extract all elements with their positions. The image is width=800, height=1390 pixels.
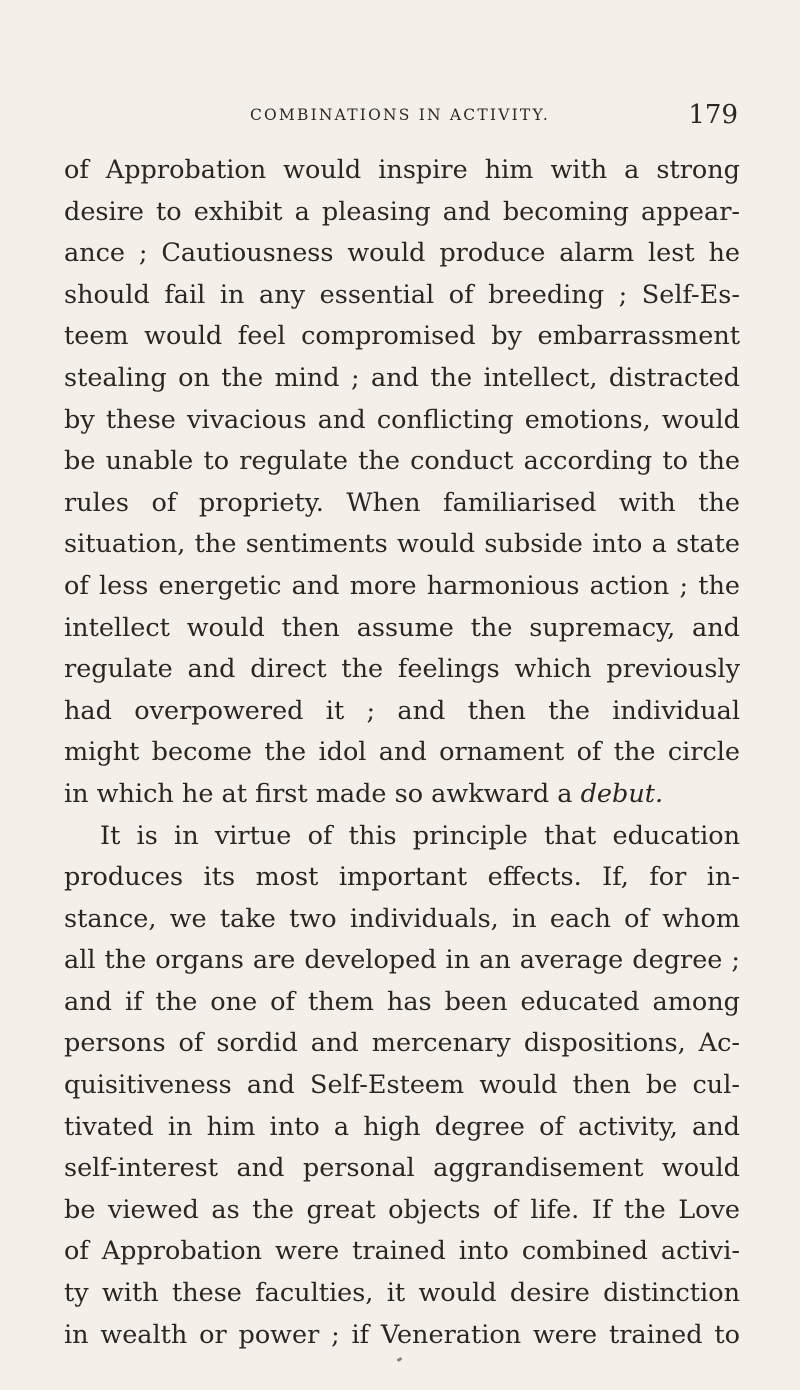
text-line: stealing on the mind ; and the intellect, distracted — [64, 362, 740, 393]
text-line: had overpowered it ; and then the individual — [64, 695, 740, 726]
text-line: situation, the sentiments would subside into a state — [64, 529, 740, 560]
text-line: self-interest and personal aggrandisement would — [64, 1153, 740, 1184]
text-line: quisitiveness and Self-Esteem would then be cul- — [64, 1070, 740, 1101]
text-line: and if the one of them has been educated among — [64, 986, 740, 1017]
text-line: regulate and direct the feelings which previously — [64, 654, 740, 685]
running-head: COMBINATIONS IN ACTIVITY. — [249, 106, 551, 124]
page-header — [60, 100, 740, 140]
paragraph-start-line: It is in virtue of this principle that education — [100, 820, 740, 851]
italic-word: debut. — [580, 778, 664, 809]
text-line: be viewed as the great objects of life. If the Love — [64, 1194, 740, 1225]
text-line: teem would feel compromised by embarrassment — [64, 321, 740, 352]
text-line: ance ; Cautiousness would produce alarm lest he — [64, 238, 740, 269]
text-line: all the organs are developed in an average degree ; — [64, 945, 740, 976]
text-line: ty with these faculties, it would desire distinction — [64, 1278, 740, 1309]
text-line: desire to exhibit a pleasing and becoming appear- — [64, 196, 740, 227]
text-line: in wealth or power ; if Veneration were trained to — [64, 1319, 740, 1350]
paragraph-end-line — [64, 774, 740, 816]
text-line: by these vivacious and conflicting emotions, would — [64, 404, 740, 435]
paragraph-end-text: in which he at first made so awkward a — [64, 778, 581, 809]
text-line: of less energetic and more harmonious action ; the — [64, 570, 740, 601]
text-line: intellect would then assume the supremacy, and — [64, 612, 740, 643]
text-line: rules of propriety. When familiarised with the — [64, 487, 740, 518]
text-line: produces its most important effects. If, for in- — [64, 862, 740, 893]
page-number: 179 — [688, 100, 738, 130]
text-line: should fail in any essential of breeding ; Self-Es- — [64, 279, 740, 310]
text-line: persons of sordid and mercenary dispositions, Ac- — [64, 1028, 740, 1059]
text-line: might become the idol and ornament of the circle — [64, 737, 740, 768]
text-line: of Approbation would inspire him with a strong — [64, 155, 740, 185]
text-line: stance, we take two individuals, in each of whom — [64, 903, 740, 934]
text-line: be unable to regulate the conduct according to the — [64, 446, 740, 477]
text-line: of Approbation were trained into combined activi- — [64, 1236, 740, 1267]
body-text — [64, 150, 740, 1356]
text-line: tivated in him into a high degree of activity, and — [64, 1111, 740, 1142]
ink-speck — [397, 1357, 403, 1362]
